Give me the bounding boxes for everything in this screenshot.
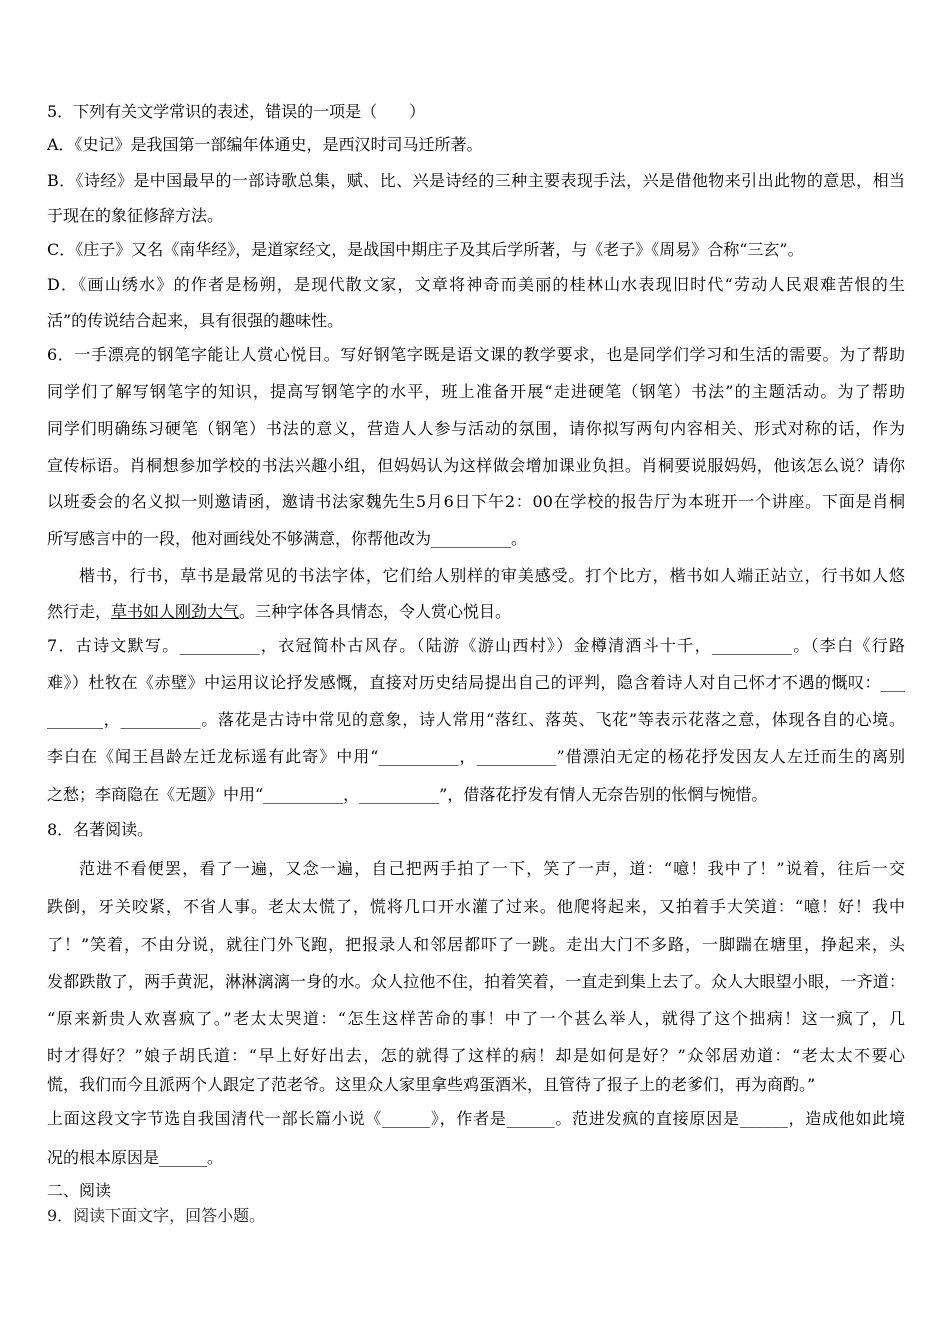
q8-question-line: 况的根本原因是______。 bbox=[47, 1148, 224, 1167]
q7-line: _______，__________。落花是古诗中常见的意象，诗人常用“落红、落英、飞花”等表示花落之意，体现各自的心境。 bbox=[47, 710, 905, 729]
passage-text: 然行走， bbox=[47, 602, 112, 621]
q6-line: 宣传标语。肖桐想参加学校的书法兴趣小组，但妈妈认为这样做会增加课业负担。肖桐要说服妈妈，他该怎么说？请你 bbox=[47, 456, 905, 475]
q8-passage-line: 慌，我们而今且派两个人跟定了范老爷。这里众人家里拿些鸡蛋酒米，且管待了报子上的老爹们，再为商酌。” bbox=[47, 1075, 816, 1094]
q5-stem: 5．下列有关文学常识的表述，错误的一项是（ ） bbox=[47, 102, 426, 121]
q8-passage-line: 跌倒，牙关咬紧，不省人事。老太太慌了，慌将几口开水灌了过来。他爬将起来，又拍着手大笑道：“噫！好！我中 bbox=[47, 897, 905, 916]
q8-passage-line: 了！”笑着，不由分说，就往门外飞跑，把报录人和邻居都吓了一跳。走出大门不多路，一脚踹在塘里，挣起来，头 bbox=[47, 935, 905, 954]
q6-line: 以班委会的名义拟一则邀请函，邀请书法家魏先生5月6日下午2：00在学校的报告厅为本班开一个讲座。下面是肖桐 bbox=[47, 492, 905, 511]
q7-line: 7．古诗文默写。__________，衣冠简朴古风存。（陆游《游山西村》）金樽清酒斗十千，__________。（李白《行路 bbox=[47, 636, 905, 655]
section-title: 二、阅读 bbox=[47, 1181, 112, 1200]
q8-passage-line: 时才得好？”娘子胡氏道：“早上好好出去，怎的就得了这样的病！却是如何是好？”众邻居劝道：“老太太不要心 bbox=[47, 1046, 905, 1065]
q6-line: 同学们明确练习硬笔（钢笔）书法的意义，营造人人参与活动的氛围，请你拟写两句内容相关、形式对称的话，作为 bbox=[47, 419, 905, 438]
passage-text: 。三种字体各具情态，令人赏心悦目。 bbox=[239, 602, 512, 621]
q7-line: 李白在《闻王昌龄左迁龙标遥有此寄》中用“__________，__________”借漂泊无定的杨花抒发因友人左迁而生的离别 bbox=[47, 747, 905, 766]
q6-passage-line1: 楷书，行书，草书是最常见的书法字体，它们给人别样的审美感受。打个比方，楷书如人端正站立，行书如人悠 bbox=[79, 566, 905, 585]
underlined-phrase: 草书如人刚劲大气 bbox=[111, 602, 240, 621]
q6-passage-line2 bbox=[47, 602, 905, 622]
q7-line: 之愁；李商隐在《无题》中用“__________，__________”，借落花抒发有情人无奈告别的怅惘与惋惜。 bbox=[47, 785, 768, 804]
q8-passage-line: “原来新贵人欢喜疯了。”老太太哭道：“怎生这样苦命的事！中了一个甚么举人，就得了这个拙病！这一疯了，几 bbox=[47, 1009, 905, 1028]
q8-passage-line: 范进不看便罢，看了一遍，又念一遍，自己把两手拍了一下，笑了一声，道：“噫！我中了！”说着，往后一交 bbox=[79, 859, 905, 878]
q5-option-b-line1: B．《诗经》是中国最早的一部诗歌总集，赋、比、兴是诗经的三种主要表现手法，兴是借他物来引出此物的意思，相当 bbox=[47, 171, 905, 190]
q5-option-b-line2: 于现在的象征修辞方法。 bbox=[47, 206, 224, 225]
q5-option-d-line1: D．《画山绣水》的作者是杨朔，是现代散文家，文章将神奇而美丽的桂林山水表现旧时代“劳动人民艰难苦恨的生 bbox=[47, 275, 905, 294]
q5-option-c: C．《庄子》又名《南华经》，是道家经文，是战国中期庄子及其后学所著，与《老子》《周易》合称“三玄”。 bbox=[47, 240, 804, 259]
q5-option-a: A．《史记》是我国第一部编年体通史，是西汉时司马迁所著。 bbox=[47, 135, 483, 154]
q8-title: 8．名著阅读。 bbox=[47, 820, 154, 839]
q5-option-d-line2: 活”的传说结合起来，具有很强的趣味性。 bbox=[47, 311, 344, 330]
q8-question-line: 上面这段文字节选自我国清代一部长篇小说《______》，作者是______。范进发疯的直接原因是______，造成他如此境 bbox=[47, 1109, 905, 1128]
q8-passage-line: 发都跌散了，两手黄泥，淋淋漓漓一身的水。众人拉他不住，拍着笑着，一直走到集上去了。众人大眼望小眼，一齐道： bbox=[47, 972, 905, 991]
q7-line: 难》）杜牧在《赤壁》中运用议论抒发感慨，直接对历史结局提出自己的评判，隐含着诗人对自己怀才不遇的慨叹：___ bbox=[47, 673, 905, 692]
q6-line: 同学们了解写钢笔字的知识，提高写钢笔字的水平，班上准备开展“走进硬笔（钢笔）书法”的主题活动。为了帮助 bbox=[47, 382, 905, 401]
q6-line: 6．一手漂亮的钢笔字能让人赏心悦目。写好钢笔字既是语文课的教学要求，也是同学们学习和生活的需要。为了帮助 bbox=[47, 345, 905, 364]
q9-stem: 9．阅读下面文字，回答小题。 bbox=[47, 1206, 266, 1225]
q6-line: 所写感言中的一段，他对画线处不够满意，你帮他改为__________。 bbox=[47, 529, 528, 548]
